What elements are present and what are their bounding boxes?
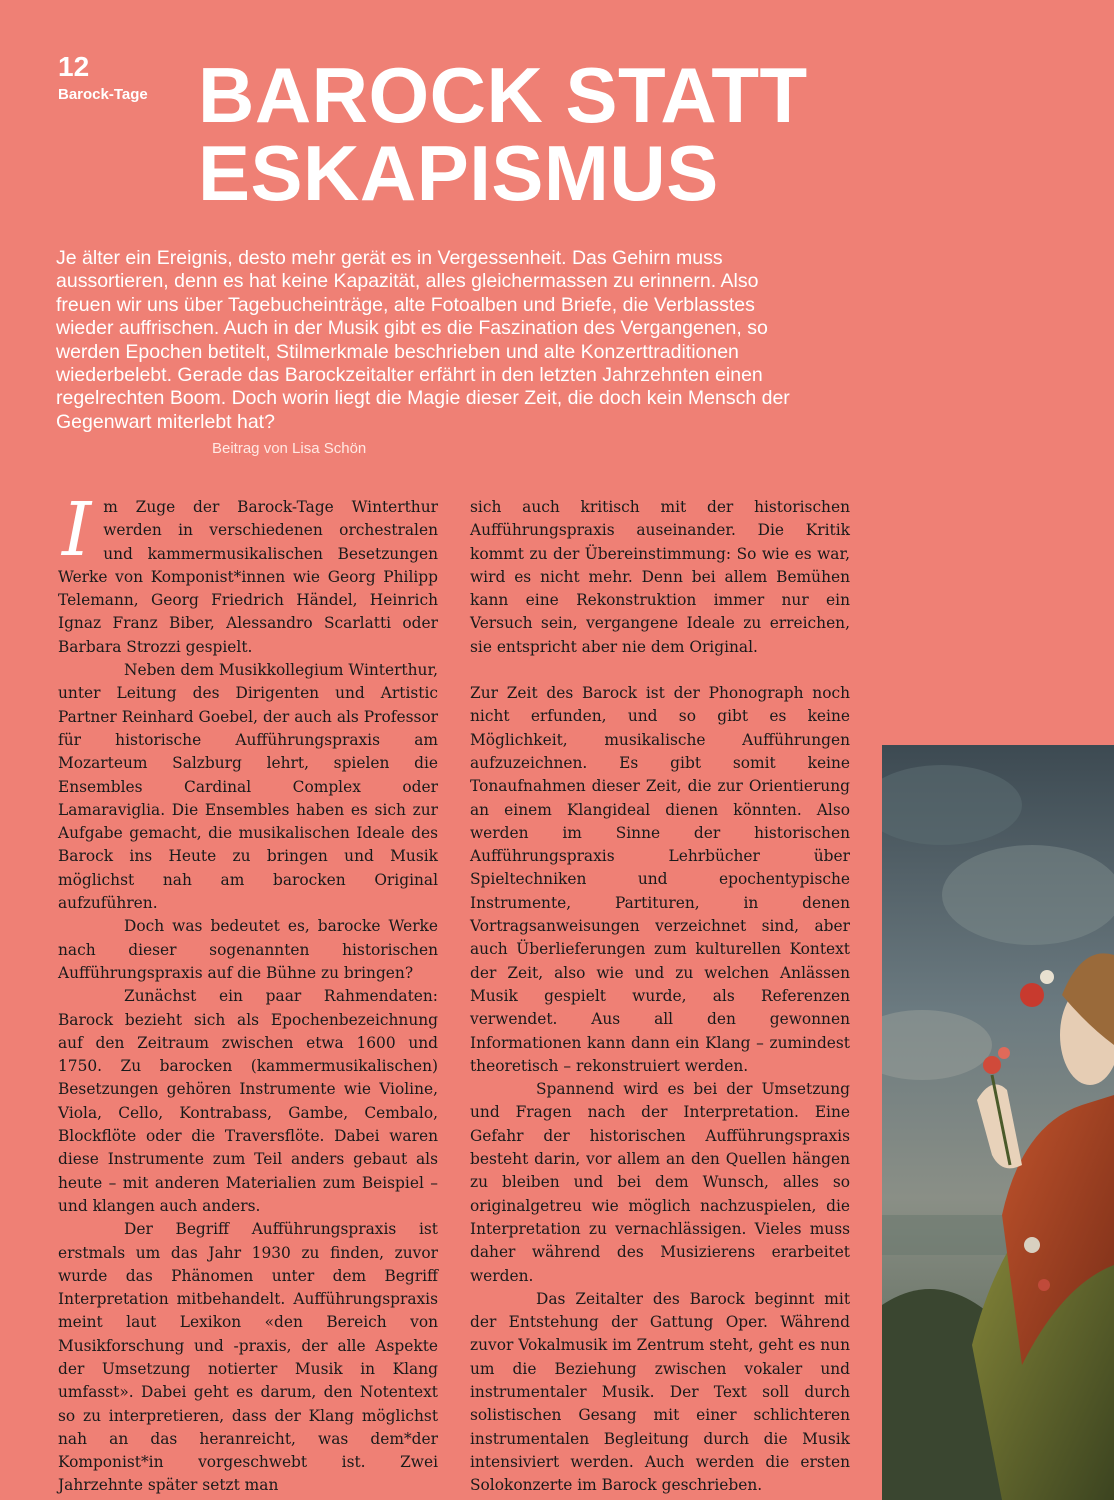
- paragraph: Neben dem Musikkollegium Winterthur, unter Leitung des Dirigenten und Artistic Partner Reinhard Goebel, der auch als Professor für historische Aufführungspraxis am Mozarteum Salzburg lehrt, spielen die Ensembles Cardinal Complex oder Lamaraviglia. Die Ensembles haben es sich zur Aufgabe gemacht, die musikalischen Ideale des Barock ins Heute zu bringen und Musik möglichst nah am barocken Original aufzuführen.: [58, 661, 438, 913]
- article-column-right: [470, 496, 850, 1497]
- paragraph: sich auch kritisch mit der historischen Aufführungspraxis auseinander. Die Kritik kommt zu der Übereinstimmung: So wie es war, wird es nicht mehr. Denn bei allem Bemühen kann eine Rekonstruktion immer nur ein Versuch sein, vergangene Ideale zu erreichen, sie entspricht aber nie dem Original.: [470, 498, 850, 656]
- byline: Beitrag von Lisa Schön: [212, 440, 367, 457]
- dropcap: I: [62, 487, 92, 573]
- section-label: Barock-Tage: [58, 86, 148, 103]
- paragraph: Spannend wird es bei der Umsetzung und Fragen nach der Interpretation. Eine Gefahr der historischen Aufführungspraxis besteht darin, vor allem an den Quellen hängen zu bleiben und bei dem Wunsch, alles so originalgetreu wie möglich nachzuspielen, die Interpretation zu vernachlässigen. Vieles muss daher während des Musizierens erarbeitet werden.: [470, 1080, 850, 1285]
- paragraph: Der Begriff Aufführungspraxis ist erstmals um das Jahr 1930 zu finden, zuvor wurde das Phänomen unter dem Begriff Interpretation mitbehandelt. Aufführungspraxis meint laut Lexikon «den Bereich von Musikforschung und -praxis, der alle Aspekte der Umsetzung notierter Musik in Klang umfasst». Dabei geht es darum, den Notentext so zu interpretieren, dass der Klang möglichst nah an das heranreicht, was dem*der Komponist*in vorgeschwebt ist. Zwei Jahrzehnte später setzt man: [58, 1220, 438, 1495]
- paragraph-intro: [58, 487, 438, 659]
- article-column-left: [58, 487, 438, 1498]
- headline-line-2: ESKAPISMUS: [198, 129, 719, 217]
- lead-paragraph: Je älter ein Ereignis, desto mehr gerät es in Vergessenheit. Das Gehirn muss aussortieren, denn es hat keine Kapazität, alles gleichermassen zu erinnern. Also freuen wir uns über Tagebucheinträge, alte Fotoalben und Briefe, die Verblasstes wieder auffrischen. Auch in der Musik gibt es die Faszination des Vergangenen, so werden Epochen betitelt, Stilmerkmale beschrieben und alte Konzerttraditionen wiederbelebt. Gerade das Barockzeitalter erfährt in den letzten Jahrzehnten einen regelrechten Boom. Doch worin liegt die Magie dieser Zeit, die doch kein Mensch der Gegenwart miterlebt hat?: [56, 247, 790, 433]
- headline-line-1: BAROCK STATT: [198, 51, 808, 139]
- paragraph: Doch was bedeutet es, barocke Werke nach dieser sogenannten historischen Aufführungspraxis auf die Bühne zu bringen?: [58, 917, 438, 982]
- baroque-painting-image: [882, 745, 1114, 1500]
- paragraph: Zunächst ein paar Rahmendaten: Barock bezieht sich als Epochenbezeichnung auf den Zeitraum zwischen etwa 1600 und 1750. Zu barocken (kammermusikalischen) Besetzungen gehören Instrumente wie Violine, Viola, Cello, Kontrabass, Gambe, Cembalo, Blockflöte oder die Traversflöte. Dabei waren diese Instrumente zum Teil anders gebaut als heute – mit anderen Materialien zum Beispiel – und klangen auch anders.: [58, 987, 438, 1215]
- paragraph: Das Zeitalter des Barock beginnt mit der Entstehung der Gattung Oper. Während zuvor Vokalmusik im Zentrum steht, geht es nun um die Beziehung zwischen vokaler und instrumentaler Musik. Der Text soll durch solistischen Gesang mit einer schlichteren instrumentalen Begleitung durch die Musik intensiviert werden. Auch werden die ersten Solokonzerte im Barock geschrieben.: [470, 1289, 850, 1495]
- page-number: 12: [58, 51, 90, 82]
- paragraph-intro-text: m Zuge der Barock-Tage Winterthur werden in verschiedenen orchestralen und kammermusikalischen Besetzungen Werke von Komponist*innen wie Georg Philipp Telemann, Georg Friedrich Händel, Heinrich Ignaz Franz Biber, Alessandro Scarlatti oder Barbara Strozzi gespielt.: [58, 498, 438, 656]
- headline: [198, 51, 808, 217]
- paragraph: Zur Zeit des Barock ist der Phonograph noch nicht erfunden, und so gibt es keine Möglichkeit, musikalische Aufführungen aufzuzeichnen. Es gibt somit keine Tonaufnahmen dieser Zeit, die zur Orientierung an einem Klangideal dienen könnten. Also werden im Sinne der historischen Aufführungspraxis Lehrbücher über Spieltechniken und epochentypische Instrumente, Partituren, in denen Vortragsanweisungen verzeichnet sind, aber auch Überlieferungen zum kulturellen Kontext der Zeit, also wie und zu welchen Anlässen Musik gespielt wurde, als Referenzen verwendet. Aus all den gewonnen Informationen kann dann ein Klang – zumindest theoretisch – rekonstruiert werden.: [470, 684, 850, 1075]
